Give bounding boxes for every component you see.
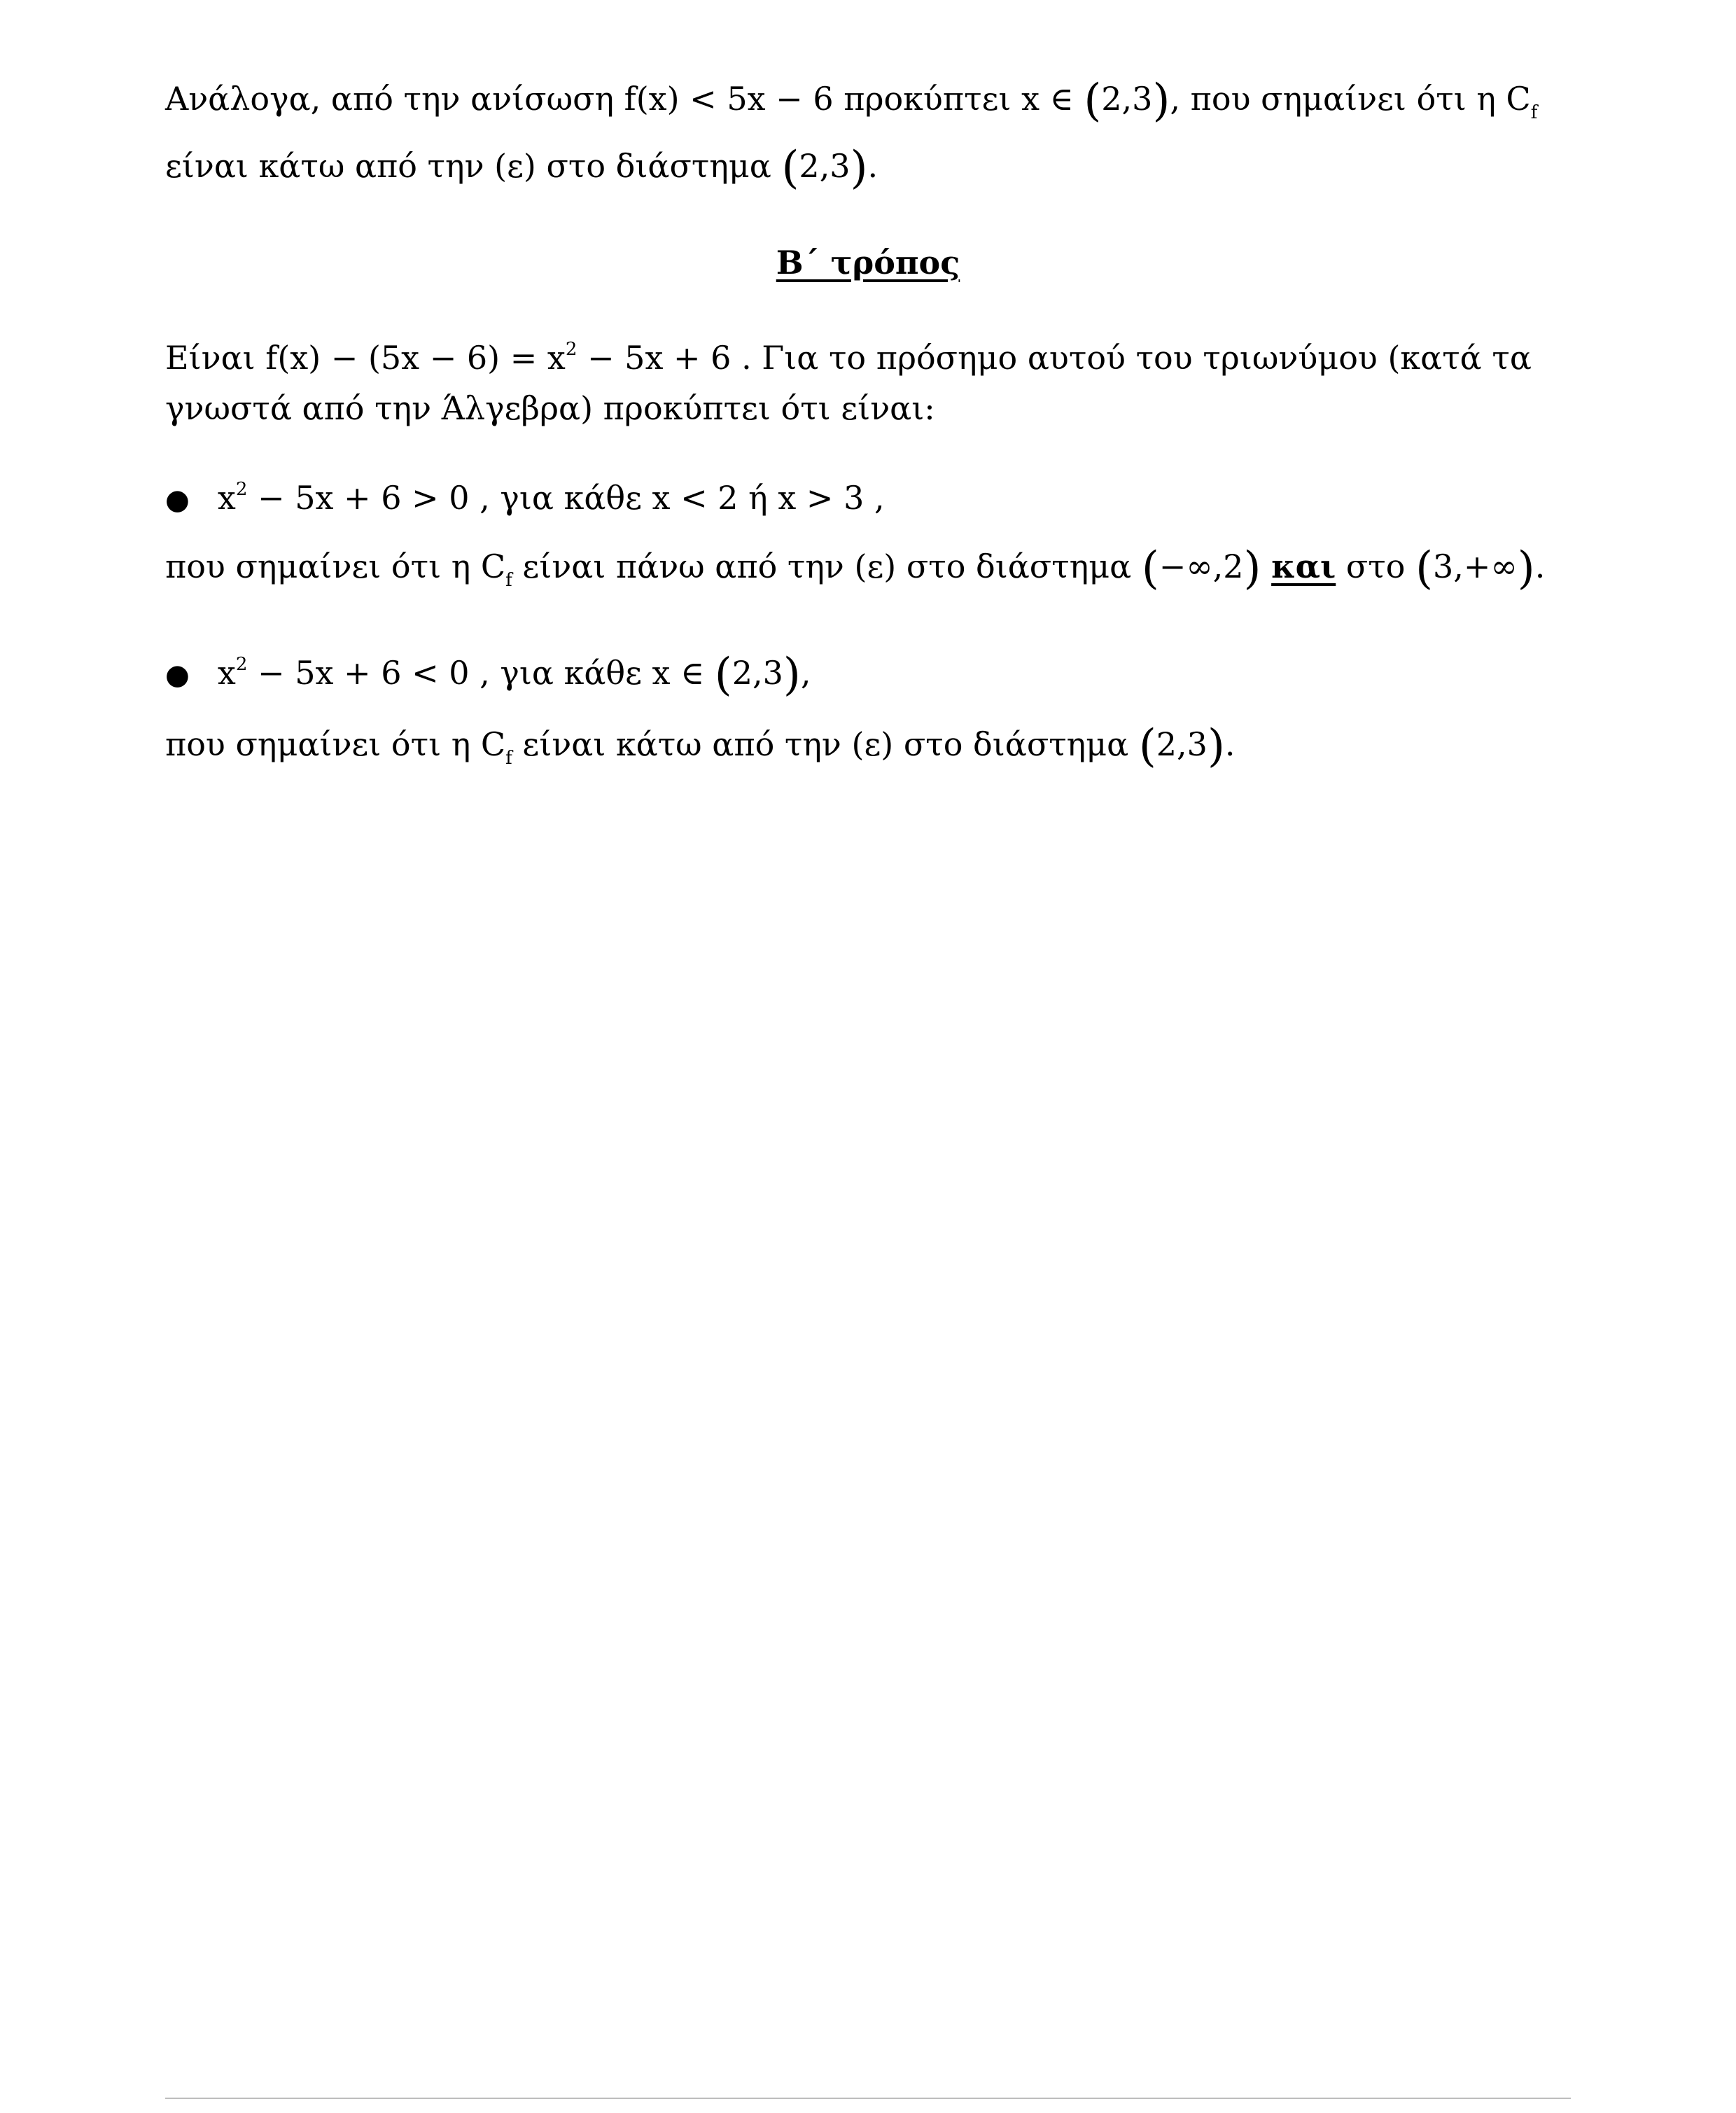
bullet2-continuation [165,720,1236,772]
text: στο [1336,548,1416,585]
paren-open: ( [1138,720,1156,772]
text: , [800,654,811,692]
text: Είναι f(x) − (5x − 6) = x [165,339,566,377]
text: γνωστά από την Άλγεβρα) προκύπτει ότι είναι: [165,389,935,427]
text: είναι πάνω από την (ε) στο διάστημα [512,548,1142,585]
interval: 3,+∞ [1433,548,1518,585]
text: − 5x + 6 . Για το πρόσημο αυτού του τριωνύμου (κατά τα [577,339,1532,377]
paren-close: ) [783,649,801,701]
text: που σημαίνει ότι η C [165,725,506,763]
text: x [217,479,236,517]
text: x [217,654,236,692]
section-heading: Β΄ τρόπος [776,244,960,281]
text: είναι κάτω από την (ε) στο διάστημα [165,147,782,185]
paren-close: ) [1243,543,1261,594]
text: . [1224,725,1236,763]
bullet1-line [165,479,885,517]
bullet-icon: ● [165,659,190,691]
superscript: 2 [235,479,248,500]
paren-open: ( [781,142,799,194]
paren-open: ( [714,649,732,701]
text: , που σημαίνει ότι η C [1170,80,1531,118]
text: προκύπτει x ∈ [833,80,1084,118]
paren-open: ( [1084,75,1102,127]
subscript: f [505,570,512,591]
text: Ανάλογα, από την ανίσωση [165,80,624,118]
interval: 2,3 [732,654,783,692]
text: . [867,147,878,185]
interval: 2,3 [1156,725,1208,763]
interval: 2,3 [799,147,850,185]
footer-rule [165,2098,1571,2099]
paren-close: ) [1207,720,1225,772]
bullet2-line [165,649,811,701]
subscript: f [1530,102,1538,123]
text: είναι κάτω από την (ε) στο διάστημα [512,725,1139,763]
text: . [1534,548,1546,585]
superscript: 2 [565,339,578,360]
paren-open: ( [1141,543,1159,594]
bullet-icon: ● [165,484,190,516]
superscript: 2 [235,654,248,675]
subscript: f [505,748,512,769]
text: − 5x + 6 > 0 , για κάθε x < 2 ή x > 3 , [247,479,885,517]
emphasis-kai: και [1271,548,1336,585]
paren-close: ) [1517,543,1535,594]
paren-close: ) [850,142,868,194]
text: − 5x + 6 < 0 , για κάθε x ∈ [247,654,715,692]
para2-line2 [165,389,935,427]
para1-line1 [165,75,1538,127]
interval: −∞,2 [1158,548,1244,585]
bullet1-continuation [165,543,1546,594]
text: που σημαίνει ότι η C [165,548,506,585]
math-inequality: f(x) < 5x − 6 [624,80,834,118]
paren-close: ) [1152,75,1170,127]
para2-line1 [165,339,1532,377]
interval: 2,3 [1101,80,1153,118]
para1-line2 [165,142,878,194]
paren-open: ( [1415,543,1434,594]
